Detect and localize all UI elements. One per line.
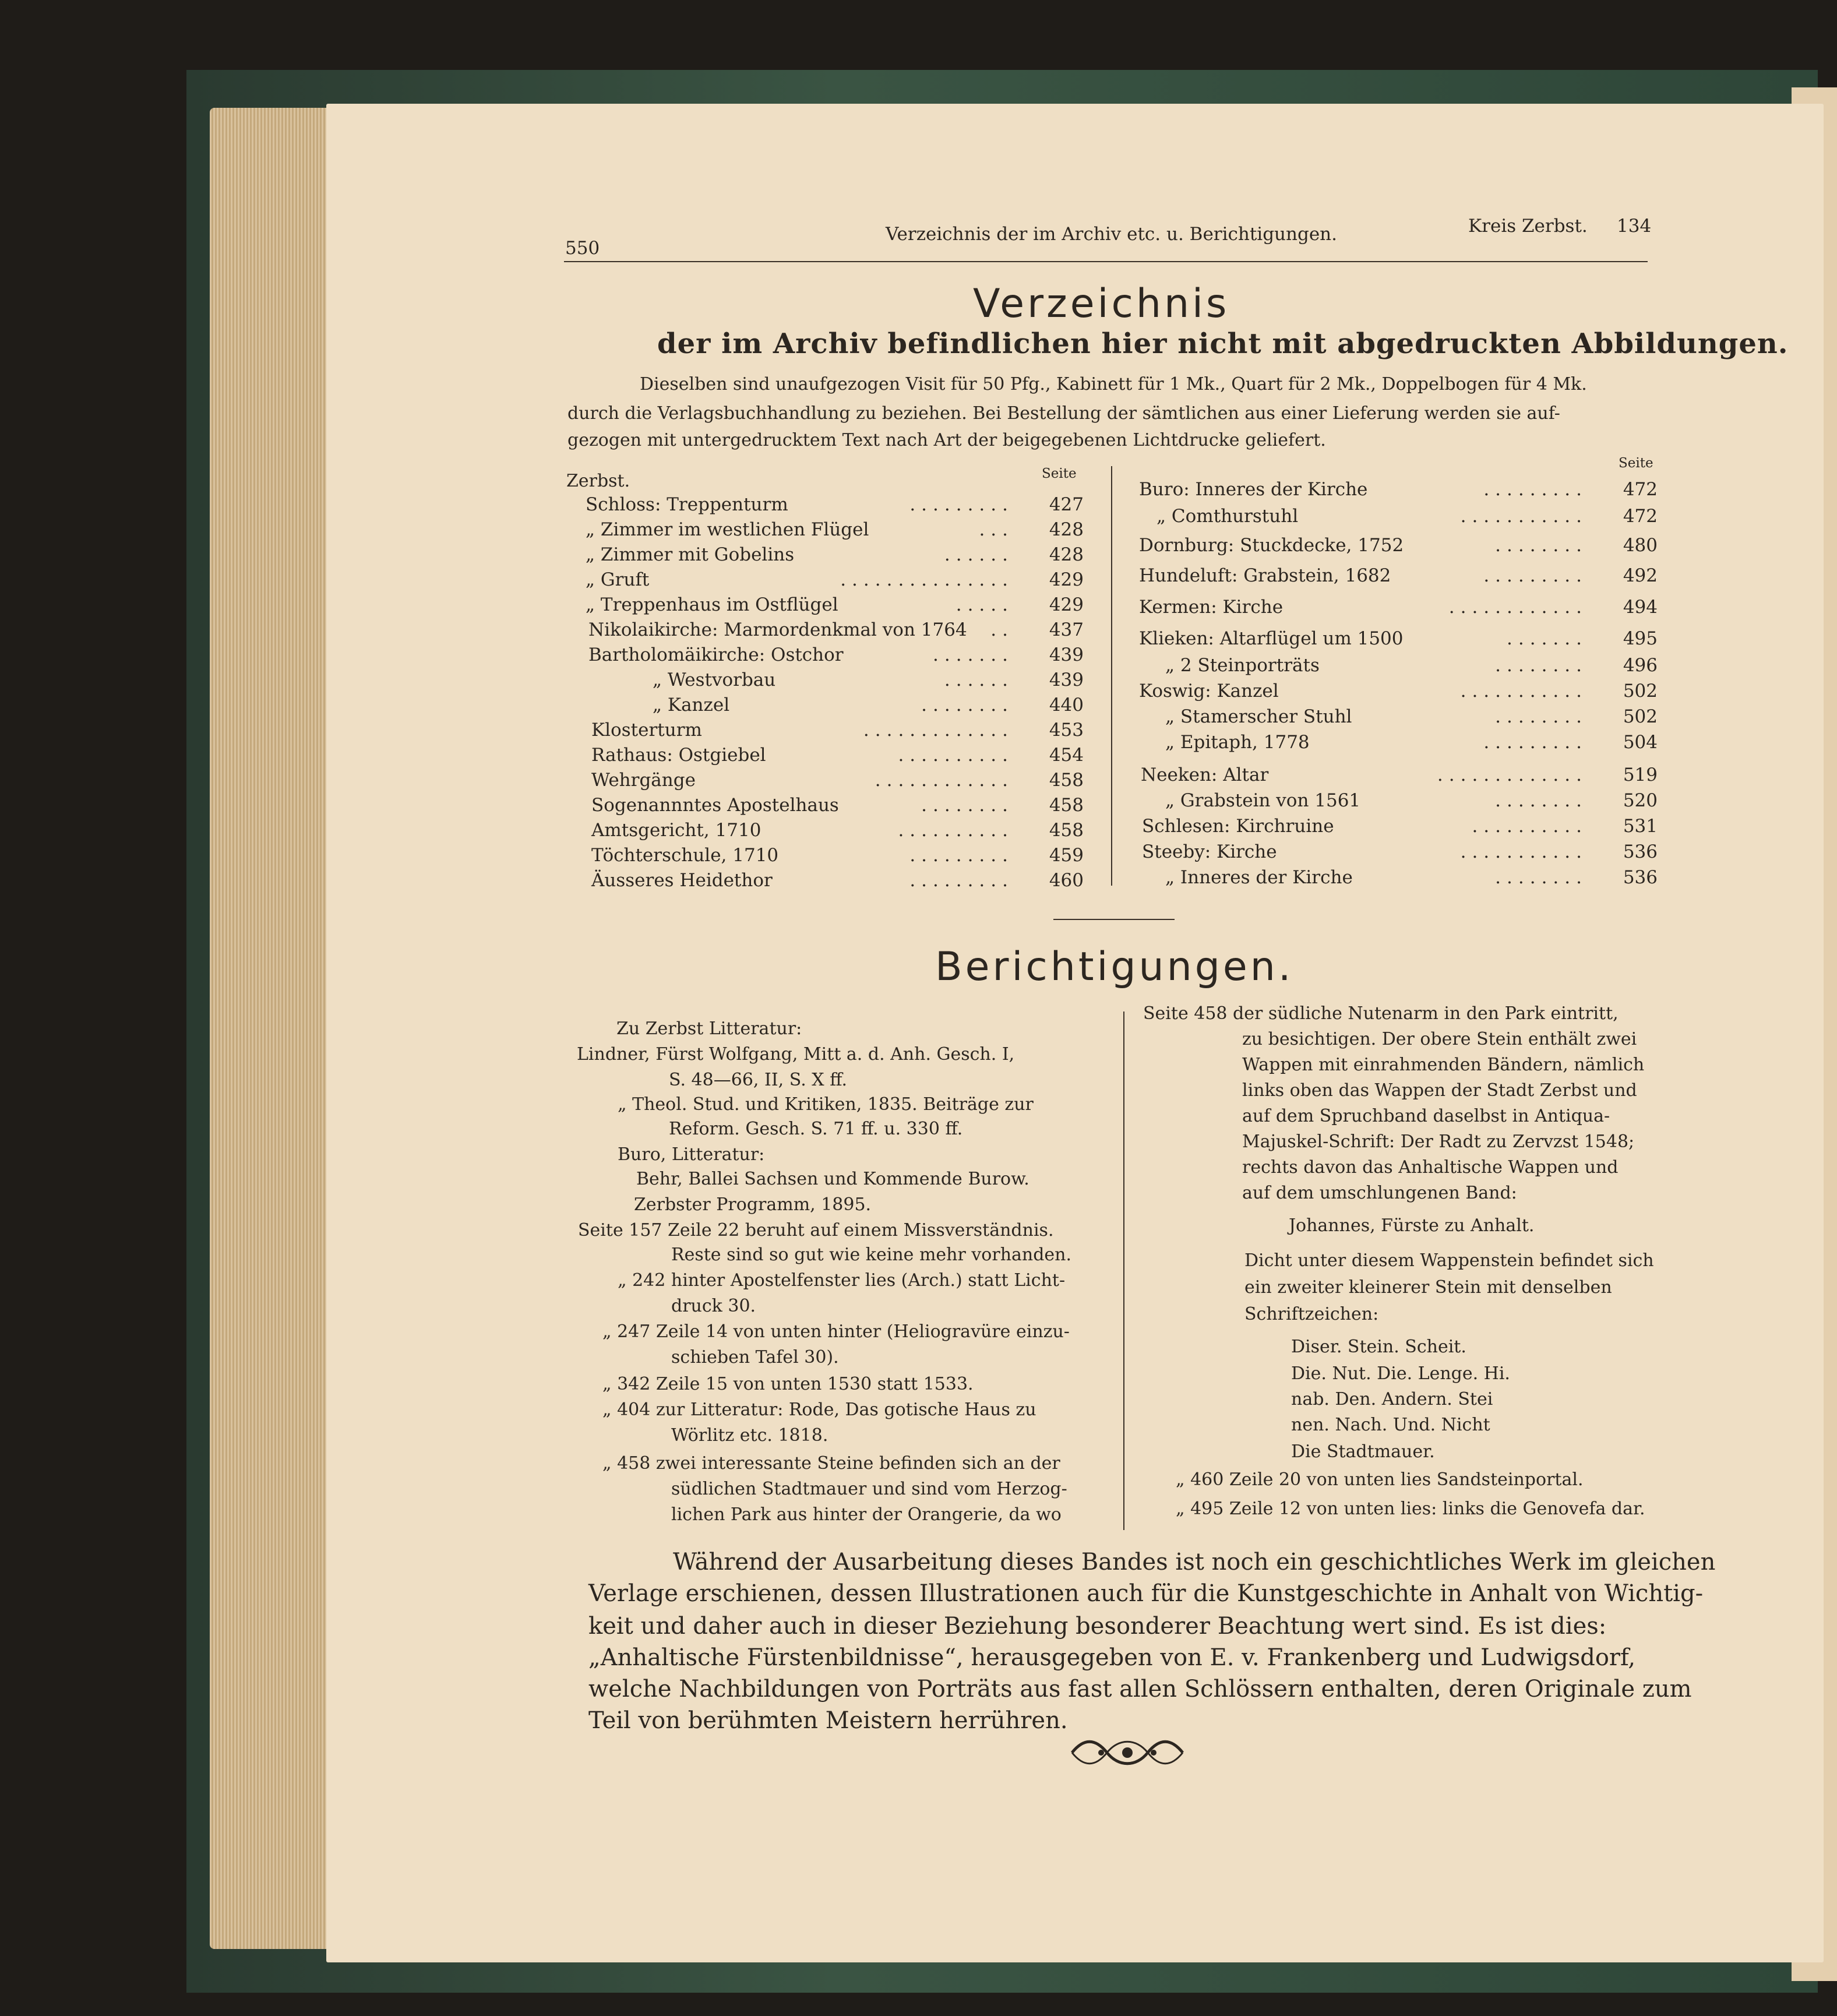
correction-line: „ 495 Zeile 12 von unten lies: links die Genovefa dar. xyxy=(1176,1499,1645,1519)
index-item: „ Zimmer mit Gobelins ...... 428 xyxy=(586,544,1084,565)
index-item: Klieken: Altarflügel um 1500 ....... 495 xyxy=(1139,628,1658,649)
index-item: „ Grabstein von 1561 ........ 520 xyxy=(1165,790,1658,811)
correction-line: „ Theol. Stud. und Kritiken, 1835. Beiträge zur xyxy=(618,1094,1034,1115)
index-item: „ 2 Steinporträts ........ 496 xyxy=(1165,655,1658,676)
intro-line-1: Dieselben sind unaufgezogen Visit für 50 Pfg., Kabinett für 1 Mk., Quart für 2 Mk., Doppelbogen für 4 Mk. xyxy=(640,374,1587,394)
paragraph-line: welche Nachbildungen von Porträts aus fast allen Schlössern enthalten, deren Originale zum xyxy=(588,1676,1692,1703)
index-item: Hundeluft: Grabstein, 1682 ......... 492 xyxy=(1139,565,1658,586)
correction-line: Wappen mit einrahmenden Bändern, nämlich xyxy=(1242,1055,1645,1075)
index-item: „ Gruft ............... 429 xyxy=(586,569,1084,590)
correction-line: Majuskel-Schrift: Der Radt zu Zervzst 1548; xyxy=(1242,1132,1635,1152)
index-item: Äusseres Heidethor ......... 460 xyxy=(591,870,1084,891)
index-item: Töchterschule, 1710 ......... 459 xyxy=(591,845,1084,866)
index-item: „ Westvorbau ...... 439 xyxy=(653,669,1084,690)
left-column-heading: Zerbst. xyxy=(566,471,630,491)
correction-line: „ 242 hinter Apostelfenster lies (Arch.) statt Licht- xyxy=(618,1270,1066,1291)
correction-line: links oben das Wappen der Stadt Zerbst und xyxy=(1242,1080,1637,1101)
correction-line: druck 30. xyxy=(671,1296,756,1316)
correction-line: Die Stadtmauer. xyxy=(1291,1441,1435,1462)
index-item: Amtsgericht, 1710 .......... 458 xyxy=(591,820,1084,841)
page-edges xyxy=(210,108,338,1949)
correction-line: „ 460 Zeile 20 von unten lies Sandsteinportal. xyxy=(1176,1469,1584,1490)
page-number-right: 134 xyxy=(1617,216,1652,237)
corrections-column-divider xyxy=(1123,1011,1124,1530)
index-item: Klosterturm ............. 453 xyxy=(591,720,1084,741)
correction-line: lichen Park aus hinter der Orangerie, da wo xyxy=(671,1504,1062,1525)
index-item: Kermen: Kirche ............ 494 xyxy=(1139,597,1658,618)
index-item: „ Epitaph, 1778 ......... 504 xyxy=(1165,732,1658,753)
index-item: Steeby: Kirche ........... 536 xyxy=(1142,841,1658,862)
index-item: Nikolaikirche: Marmordenkmal von 1764 .. 437 xyxy=(588,619,1084,640)
page-number-left: 550 xyxy=(565,238,600,259)
section-divider xyxy=(1053,919,1175,920)
index-item: Koswig: Kanzel ........... 502 xyxy=(1139,681,1658,702)
index-item: „ Comthurstuhl ........... 472 xyxy=(1157,506,1658,527)
verzeichnis-title: Verzeichnis xyxy=(973,281,1230,327)
paragraph-line: Teil von berühmten Meistern herrühren. xyxy=(588,1707,1068,1734)
index-item: „ Stamerscher Stuhl ........ 502 xyxy=(1165,706,1658,727)
correction-line: Zu Zerbst Litteratur: xyxy=(616,1018,802,1039)
index-item: Schloss: Treppenturm ......... 427 xyxy=(586,494,1084,515)
paragraph-line: Verlage erschienen, dessen Illustrationen auch für die Kunstgeschichte in Anhalt von Wichtig- xyxy=(588,1580,1704,1607)
paragraph-line: keit und daher auch in dieser Beziehung besonderer Beachtung wert sind. Es ist dies: xyxy=(588,1613,1607,1640)
correction-line: nab. Den. Andern. Stei xyxy=(1291,1389,1493,1409)
intro-line-3: gezogen mit untergedrucktem Text nach Art der beigegebenen Lichtdrucke geliefert. xyxy=(567,430,1326,450)
index-item: „ Inneres der Kirche ........ 536 xyxy=(1165,867,1658,888)
index-item: Dornburg: Stuckdecke, 1752 ........ 480 xyxy=(1139,535,1658,556)
correction-line: Buro, Litteratur: xyxy=(618,1144,765,1165)
berichtigungen-title: Berichtigungen. xyxy=(935,944,1294,990)
index-item: „ Kanzel ........ 440 xyxy=(653,695,1084,716)
correction-line: rechts davon das Anhaltische Wappen und xyxy=(1242,1157,1619,1178)
correction-line: südlichen Stadtmauer und sind vom Herzog- xyxy=(671,1479,1067,1499)
correction-line: zu besichtigen. Der obere Stein enthält zwei xyxy=(1242,1029,1637,1049)
index-item: Buro: Inneres der Kirche ......... 472 xyxy=(1139,479,1658,500)
district-label: Kreis Zerbst. xyxy=(1468,216,1588,237)
correction-line: auf dem umschlungenen Band: xyxy=(1242,1183,1517,1203)
decorative-vignette-icon xyxy=(1066,1735,1189,1770)
header-rule xyxy=(564,261,1648,262)
correction-line: Zerbster Programm, 1895. xyxy=(634,1194,872,1215)
correction-line: Wörlitz etc. 1818. xyxy=(671,1425,828,1446)
paragraph-line: Während der Ausarbeitung dieses Bandes ist noch ein geschichtliches Werk im gleichen xyxy=(673,1549,1716,1576)
seite-label-right: Seite xyxy=(1619,456,1653,471)
correction-line: ein zweiter kleinerer Stein mit denselben xyxy=(1244,1277,1612,1298)
correction-line: „ 404 zur Litteratur: Rode, Das gotische Haus zu xyxy=(602,1400,1036,1420)
correction-line: Johannes, Fürste zu Anhalt. xyxy=(1289,1215,1535,1236)
index-item: „ Treppenhaus im Ostflügel ..... 429 xyxy=(586,594,1084,615)
correction-line: Seite 458 der südliche Nutenarm in den Park eintritt, xyxy=(1143,1003,1619,1024)
correction-line: „ 247 Zeile 14 von unten hinter (Heliogravüre einzu- xyxy=(602,1321,1070,1342)
index-column-divider xyxy=(1111,466,1112,886)
index-item: Bartholomäikirche: Ostchor ....... 439 xyxy=(588,644,1084,665)
correction-line: Dicht unter diesem Wappenstein befindet sich xyxy=(1244,1250,1654,1271)
correction-line: Reste sind so gut wie keine mehr vorhanden. xyxy=(671,1245,1072,1265)
correction-line: Seite 157 Zeile 22 beruht auf einem Missverständnis. xyxy=(578,1220,1054,1240)
correction-line: Die. Nut. Die. Lenge. Hi. xyxy=(1291,1363,1510,1384)
index-item: Rathaus: Ostgiebel .......... 454 xyxy=(591,745,1084,766)
index-item: Sogenannntes Apostelhaus ........ 458 xyxy=(591,795,1084,816)
correction-line: „ 458 zwei interessante Steine befinden sich an der xyxy=(602,1453,1060,1474)
correction-line: nen. Nach. Und. Nicht xyxy=(1291,1415,1490,1435)
correction-line: Reform. Gesch. S. 71 ff. u. 330 ff. xyxy=(669,1119,963,1139)
index-item: Schlesen: Kirchruine .......... 531 xyxy=(1142,816,1658,837)
paragraph-line: „Anhaltische Fürstenbildnisse“, herausgegeben von E. v. Frankenberg und Ludwigsdorf, xyxy=(588,1644,1636,1671)
intro-line-2: durch die Verlagsbuchhandlung zu beziehen. Bei Bestellung der sämtlichen aus einer Lieferung werden sie auf- xyxy=(567,403,1560,424)
index-item: Neeken: Altar ............. 519 xyxy=(1141,764,1658,785)
index-item: Wehrgänge ............ 458 xyxy=(591,770,1084,791)
correction-line: auf dem Spruchband daselbst in Antiqua- xyxy=(1242,1106,1610,1126)
running-title: Verzeichnis der im Archiv etc. u. Berichtigungen. xyxy=(886,224,1337,245)
correction-line: S. 48—66, II, S. X ff. xyxy=(669,1070,847,1090)
verzeichnis-subtitle: der im Archiv befindlichen hier nicht mit abgedruckten Abbildungen. xyxy=(657,327,1789,360)
correction-line: Behr, Ballei Sachsen und Kommende Burow. xyxy=(636,1169,1029,1189)
correction-line: schieben Tafel 30). xyxy=(671,1347,839,1368)
correction-line: Lindner, Fürst Wolfgang, Mitt a. d. Anh. Gesch. I, xyxy=(577,1044,1015,1065)
correction-line: „ 342 Zeile 15 von unten 1530 statt 1533. xyxy=(602,1374,974,1394)
seite-label-left: Seite xyxy=(1042,466,1077,481)
correction-line: Diser. Stein. Scheit. xyxy=(1291,1337,1466,1357)
index-item: „ Zimmer im westlichen Flügel ... 428 xyxy=(586,519,1084,540)
correction-line: Schriftzeichen: xyxy=(1244,1304,1379,1324)
